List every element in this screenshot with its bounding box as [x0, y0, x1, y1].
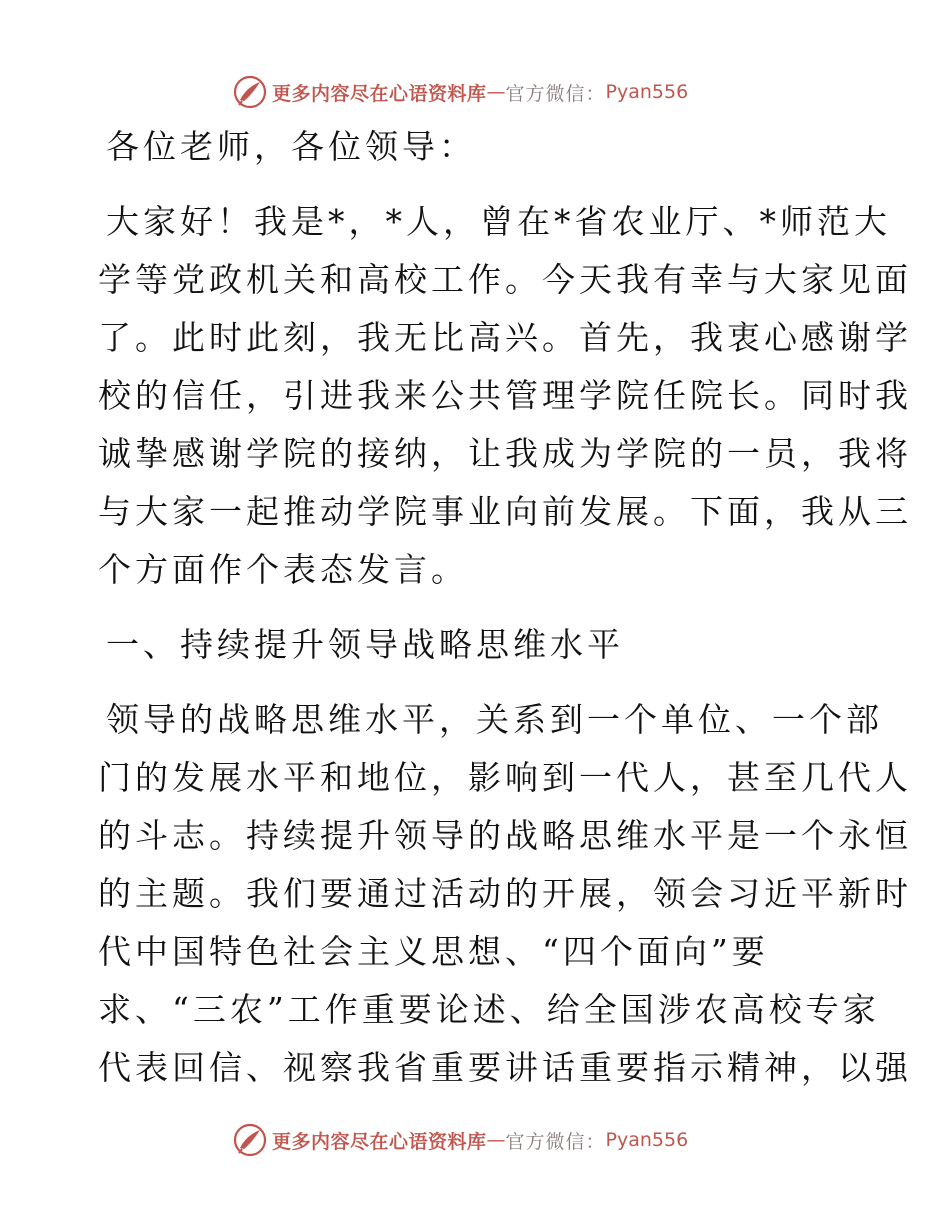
watermark-wechat-id: Pyan556 — [605, 1129, 689, 1151]
paragraph-line: 领导的战略思维水平，关系到一个单位、一个部 — [106, 700, 883, 739]
paragraph-line: 校的信任，引进我来公共管理学院任院长。同时我 — [98, 376, 912, 415]
paragraph-line: 诚挚感谢学院的接纳，让我成为学院的一员，我将 — [98, 434, 912, 473]
paragraph-line: 求、“三农”工作重要论述、给全国涉农高校专家 — [98, 990, 880, 1029]
watermark-separator: — — [486, 81, 506, 103]
watermark-separator: — — [486, 1129, 506, 1151]
paragraph-line: 个方面作个表态发言。 — [98, 550, 468, 589]
paragraph-line: 了。此时此刻，我无比高兴。首先，我衷心感谢学 — [98, 318, 912, 357]
watermark-main-text: 更多内容尽在心语资料库 — [272, 1130, 487, 1153]
watermark-main-text: 更多内容尽在心语资料库 — [272, 82, 487, 105]
paragraph-line: 代中国特色社会主义思想、“四个面向”要 — [98, 932, 769, 971]
paragraph-line: 的斗志。持续提升领导的战略思维水平是一个永恒 — [98, 816, 912, 855]
paragraph-line: 的主题。我们要通过活动的开展，领会习近平新时 — [98, 874, 912, 913]
watermark-wechat-label: 官方微信： — [505, 1130, 606, 1153]
paragraph-line: 大家好！我是*，*人，曾在*省农业厅、*师范大 — [106, 202, 891, 241]
paragraph-line: 学等党政机关和高校工作。今天我有幸与大家见面 — [98, 260, 912, 299]
watermark-wechat-id: Pyan556 — [605, 81, 689, 103]
section-heading: 一、持续提升领导战略思维水平 — [106, 625, 624, 664]
header-watermark — [232, 72, 688, 112]
paragraph-line: 代表回信、视察我省重要讲话重要指示精神，以强 — [98, 1048, 912, 1087]
paragraph-line: 与大家一起推动学院事业向前发展。下面，我从三 — [98, 492, 912, 531]
footer-watermark — [232, 1120, 688, 1160]
watermark-wechat-label: 官方微信： — [505, 82, 606, 105]
pen-logo-icon — [232, 1122, 268, 1158]
pen-logo-icon — [232, 74, 268, 110]
paragraph-line: 门的发展水平和地位，影响到一代人，甚至几代人 — [98, 758, 912, 797]
salutation: 各位老师，各位领导： — [106, 127, 476, 166]
